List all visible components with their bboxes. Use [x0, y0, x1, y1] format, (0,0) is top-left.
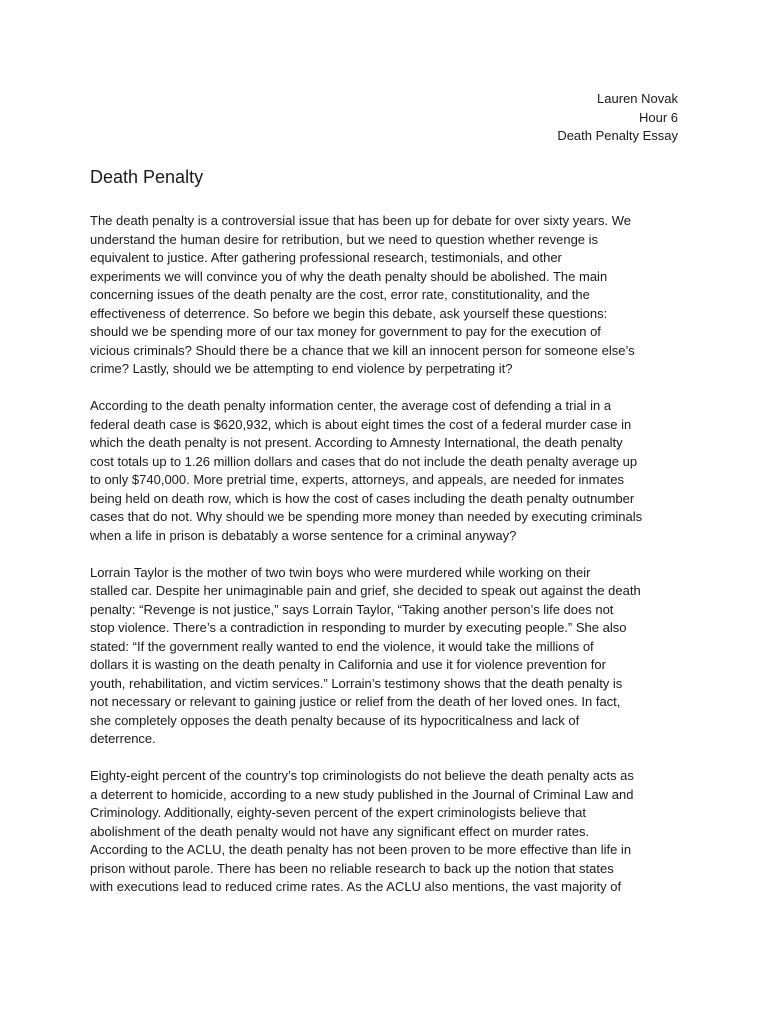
paragraph-testimony [90, 564, 680, 749]
text-line: According to the death penalty information center, the average cost of defending a trial in a [90, 398, 612, 413]
text-line: youth, rehabilitation, and victim services.” Lorrain’s testimony shows that the death penalty is [90, 675, 623, 691]
text-line: dollars it is wasting on the death penalty in California and use it for violence prevention for [90, 657, 606, 672]
assignment-title: Death Penalty Essay [557, 128, 678, 143]
author-header [557, 90, 678, 146]
paragraph-deterrence [90, 767, 680, 897]
text-line: According to the ACLU, the death penalty has not been proven to be more effective than life in [90, 842, 632, 857]
text-line: The death penalty is a controversial issue that has been up for debate for over sixty years. We [90, 213, 631, 228]
essay-body [90, 212, 680, 915]
text-line: equivalent to justice. After gathering professional research, testimonials, and other [90, 250, 562, 265]
text-line: vicious criminals? Should there be a chance that we kill an innocent person for someone else’s [90, 342, 635, 358]
text-line: federal death case is $620,932, which is about eight times the cost of a federal murder case in [90, 416, 632, 432]
text-line: penalty: “Revenge is not justice,” says Lorrain Taylor, “Taking another person’s life does not [90, 601, 614, 617]
text-line: Criminology. Additionally, eighty-seven percent of the expert criminologists believe that [90, 805, 586, 820]
text-line: cost totals up to 1.26 million dollars and cases that do not include the death penalty average up [90, 453, 638, 469]
text-line: stalled car. Despite her unimaginable pain and grief, she decided to speak out against the death [90, 583, 641, 598]
text-line: prison without parole. There has been no reliable research to back up the notion that states [90, 860, 614, 876]
class-hour: Hour 6 [638, 109, 678, 125]
text-line: abolishment of the death penalty would not have any significant effect on murder rates. [90, 823, 590, 839]
text-line: understand the human desire for retribution, but we need to question whether revenge is [90, 231, 599, 247]
text-line: deterrence. [90, 731, 156, 746]
author-name: Lauren Novak [597, 91, 678, 106]
text-line: should we be spending more of our tax money for government to pay for the execution of [90, 324, 601, 339]
text-line: when a life in prison is debatably a worse sentence for a criminal anyway? [90, 527, 517, 543]
text-line: being held on death row, which is how the cost of cases including the death penalty outnumber [90, 490, 635, 506]
text-line: she completely opposes the death penalty because of its hypocriticalness and lack of [90, 712, 580, 728]
text-line: cases that do not. Why should we be spending more money than needed by executing criminals [90, 509, 643, 524]
paragraph-introduction [90, 212, 680, 379]
text-line: a deterrent to homicide, according to a new study published in the Journal of Criminal Law and [90, 786, 634, 802]
text-line: stop violence. There’s a contradiction in responding to murder by executing people.” She also [90, 620, 627, 635]
text-line: stated: “If the government really wanted to end the violence, it would take the millions of [90, 638, 594, 654]
text-line: which the death penalty is not present. According to Amnesty International, the death penalty [90, 435, 623, 450]
text-line: Eighty-eight percent of the country’s top criminologists do not believe the death penalty acts as [90, 768, 634, 783]
text-line: experiments we will convince you of why the death penalty should be abolished. The main [90, 268, 608, 284]
text-line: crime? Lastly, should we be attempting to end violence by perpetrating it? [90, 361, 513, 376]
text-line: Lorrain Taylor is the mother of two twin boys who were murdered while working on their [90, 564, 591, 580]
essay-title: Death Penalty [90, 167, 204, 187]
text-line: not necessary or relevant to gaining justice or relief from the death of her loved ones. In fact, [90, 694, 621, 709]
text-line: to only $740,000. More pretrial time, experts, attorneys, and appeals, are needed for inmates [90, 472, 625, 487]
text-line: with executions lead to reduced crime rates. As the ACLU also mentions, the vast majority of [90, 879, 622, 894]
text-line: concerning issues of the death penalty are the cost, error rate, constitutionality, and the [90, 287, 590, 302]
text-line: effectiveness of deterrence. So before we begin this debate, ask yourself these questions: [90, 305, 608, 321]
paragraph-cost [90, 397, 680, 545]
